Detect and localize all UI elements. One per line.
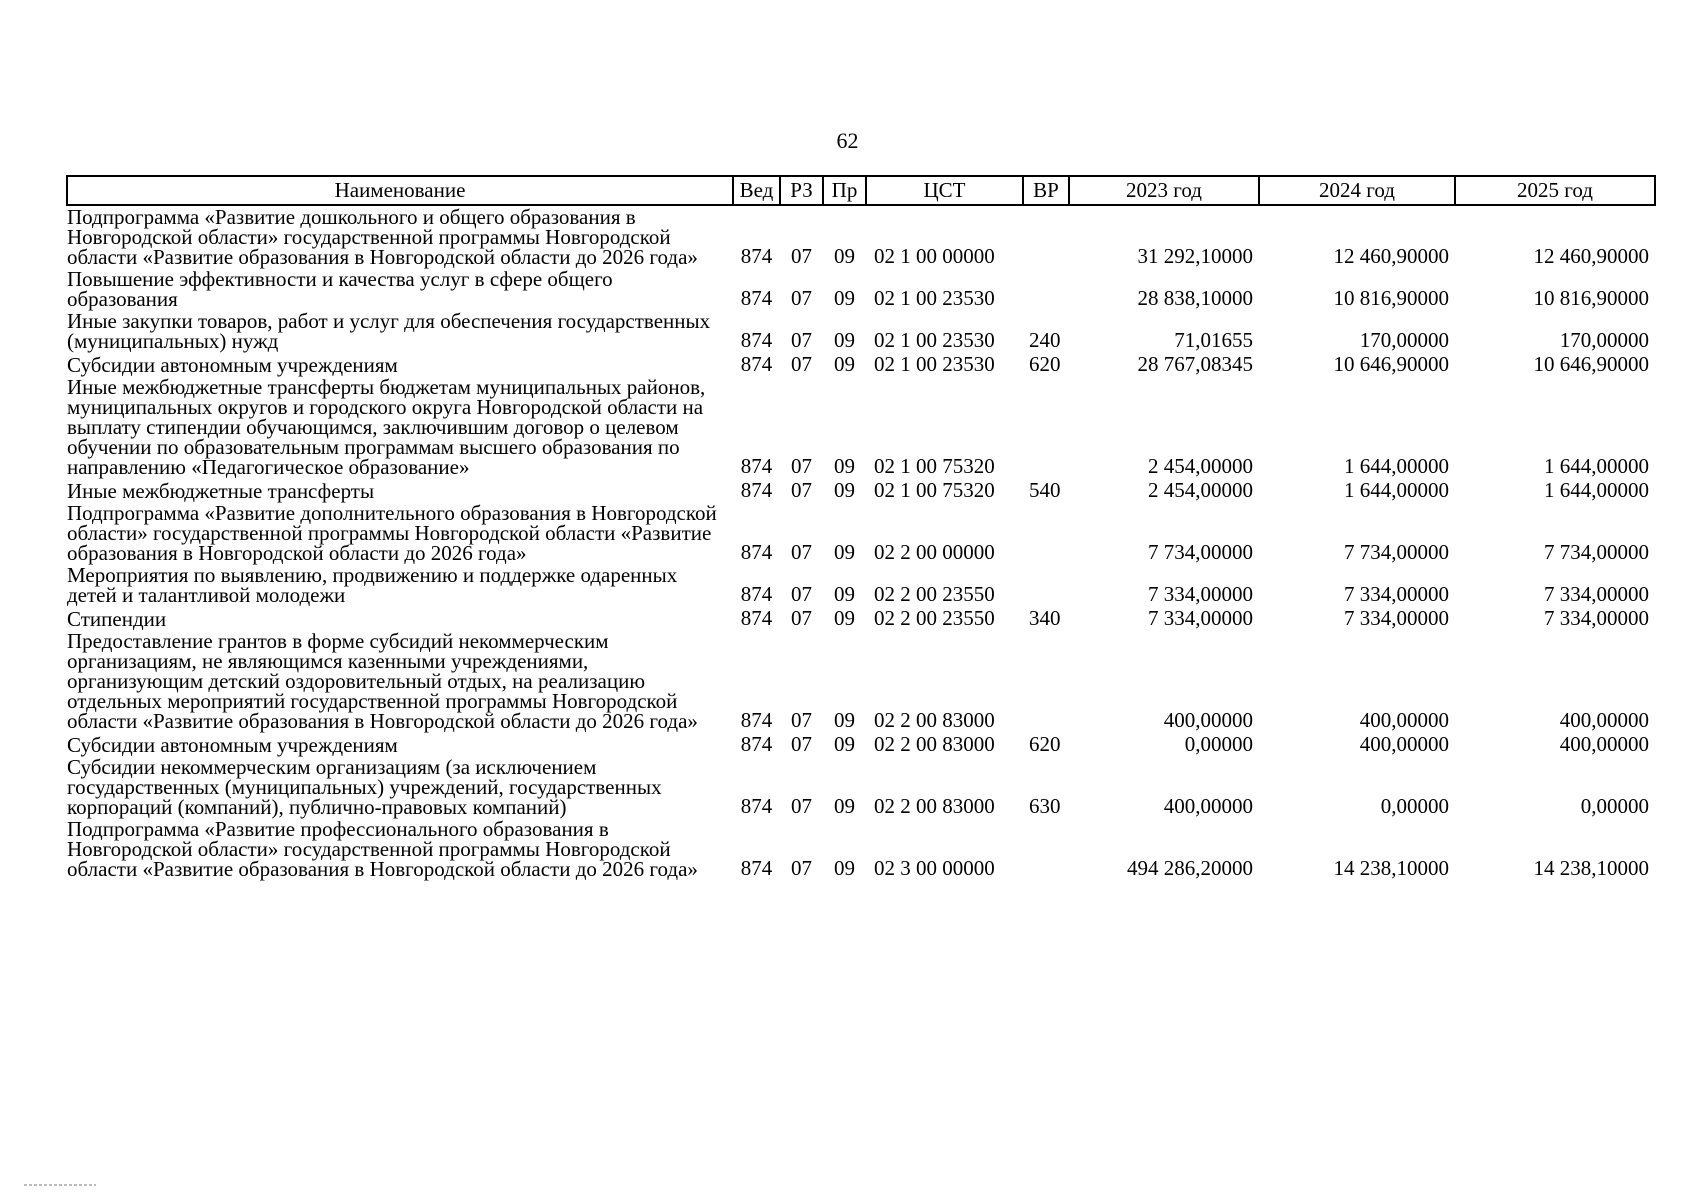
- cell-ved: 874: [740, 708, 773, 732]
- cell-pr: 09: [834, 708, 855, 732]
- cell-pr: 09: [834, 244, 855, 268]
- cell-y2025: 170,00000: [1559, 328, 1649, 352]
- header-cst: ЦСТ: [866, 176, 1023, 205]
- cell-y2023: 7 334,00000: [1148, 606, 1253, 630]
- cell-pr: 09: [834, 856, 855, 880]
- cell-y2023: 28 838,10000: [1137, 286, 1253, 310]
- cell-rz: 07: [791, 286, 812, 310]
- cell-name: Субсидии некоммерческим организациям (за исключением государственных (муниципальных) учреждений, государственных корпораций (компаний), публично-правовых компаний): [67, 755, 662, 819]
- cell-vr: [1023, 502, 1069, 564]
- cell-pr: 09: [834, 582, 855, 606]
- cell-cst: 02 1 00 23530: [874, 286, 995, 310]
- cell-rz: 07: [791, 582, 812, 606]
- cell-cst: 02 2 00 23550: [874, 582, 995, 606]
- cell-rz: 07: [791, 478, 812, 502]
- cell-y2025: 7 334,00000: [1544, 606, 1649, 630]
- cell-y2024: 7 334,00000: [1344, 606, 1449, 630]
- cell-y2024: 0,00000: [1380, 794, 1449, 818]
- table-row: [67, 564, 1655, 606]
- cell-cst: 02 3 00 00000: [874, 856, 995, 880]
- cell-ved: 874: [740, 582, 773, 606]
- cell-rz: 07: [791, 352, 812, 376]
- cell-name: Повышение эффективности и качества услуг в сфере общего образования: [67, 267, 613, 311]
- cell-vr: [1023, 564, 1069, 606]
- header-2024: 2024 год: [1259, 176, 1455, 205]
- cell-y2025: 12 460,90000: [1533, 244, 1649, 268]
- table-row: [67, 756, 1655, 818]
- cell-rz: 07: [791, 708, 812, 732]
- budget-table: [66, 175, 1656, 880]
- cell-ved: 874: [740, 328, 773, 352]
- cell-y2024: 10 816,90000: [1333, 286, 1449, 310]
- cell-y2025: 10 816,90000: [1533, 286, 1649, 310]
- cell-cst: 02 2 00 83000: [874, 794, 995, 818]
- cell-rz: 07: [791, 856, 812, 880]
- cell-y2023: 400,00000: [1163, 708, 1253, 732]
- cell-ved: 874: [740, 540, 773, 564]
- cell-vr: [1023, 376, 1069, 478]
- table-row: [67, 478, 1655, 502]
- cell-y2025: 7 334,00000: [1544, 582, 1649, 606]
- table-header-row: [67, 176, 1655, 205]
- cell-y2025: 400,00000: [1559, 708, 1649, 732]
- cell-y2023: 31 292,10000: [1137, 244, 1253, 268]
- table-row: [67, 310, 1655, 352]
- cell-pr: 09: [834, 454, 855, 478]
- cell-name: Субсидии автономным учреждениям: [67, 733, 398, 757]
- cell-ved: 874: [740, 606, 773, 630]
- cell-rz: 07: [791, 328, 812, 352]
- cell-cst: 02 2 00 23550: [874, 606, 995, 630]
- table-body: [67, 205, 1655, 880]
- cell-y2023: 71,01655: [1174, 328, 1253, 352]
- cell-cst: 02 1 00 75320: [874, 454, 995, 478]
- cell-y2024: 400,00000: [1359, 708, 1449, 732]
- cell-cst: 02 1 00 23530: [874, 328, 995, 352]
- cell-y2024: 12 460,90000: [1333, 244, 1449, 268]
- cell-pr: 09: [834, 794, 855, 818]
- cell-ved: 874: [740, 856, 773, 880]
- cell-vr: 620: [1029, 352, 1061, 376]
- table-row: [67, 502, 1655, 564]
- header-rz: РЗ: [780, 176, 823, 205]
- cell-y2023: 0,00000: [1184, 732, 1253, 756]
- header-2025: 2025 год: [1455, 176, 1655, 205]
- cell-y2023: 28 767,08345: [1137, 352, 1253, 376]
- cell-y2023: 7 334,00000: [1148, 582, 1253, 606]
- page-number: 62: [836, 128, 859, 153]
- cell-y2024: 1 644,00000: [1344, 478, 1449, 502]
- cell-vr: [1023, 205, 1069, 268]
- table-row: [67, 818, 1655, 880]
- cell-y2025: 1 644,00000: [1544, 478, 1649, 502]
- cell-cst: 02 1 00 00000: [874, 244, 995, 268]
- cell-y2024: 7 334,00000: [1344, 582, 1449, 606]
- table-row: [67, 606, 1655, 630]
- cell-cst: 02 1 00 23530: [874, 352, 995, 376]
- cell-pr: 09: [834, 286, 855, 310]
- cell-y2024: 170,00000: [1359, 328, 1449, 352]
- cell-vr: 340: [1029, 606, 1061, 630]
- cell-y2024: 1 644,00000: [1344, 454, 1449, 478]
- header-name: Наименование: [67, 176, 733, 205]
- cell-vr: [1023, 818, 1069, 880]
- header-ved: Вед: [733, 176, 780, 205]
- cell-ved: 874: [740, 454, 773, 478]
- header-pr: Пр: [823, 176, 866, 205]
- cell-ved: 874: [740, 794, 773, 818]
- cell-ved: 874: [740, 352, 773, 376]
- cell-name: Иные межбюджетные трансферты бюджетам муниципальных районов, муниципальных округов и городского округа Новгородской области на выплату стипендии обучающимся, заключившим договор о целевом обучении по образовательным программам высшего образования по направлению «Педагогическое образование»: [67, 375, 706, 479]
- cell-y2024: 7 734,00000: [1344, 540, 1449, 564]
- table-row: [67, 630, 1655, 732]
- header-vr: ВР: [1023, 176, 1069, 205]
- cell-y2024: 10 646,90000: [1333, 352, 1449, 376]
- cell-name: Иные межбюджетные трансферты: [67, 479, 375, 503]
- cell-cst: 02 2 00 83000: [874, 708, 995, 732]
- cell-y2025: 7 734,00000: [1544, 540, 1649, 564]
- cell-ved: 874: [740, 244, 773, 268]
- header-2023: 2023 год: [1069, 176, 1259, 205]
- table-row: [67, 732, 1655, 756]
- cell-cst: 02 2 00 83000: [874, 732, 995, 756]
- cell-cst: 02 2 00 00000: [874, 540, 995, 564]
- table-row: [67, 205, 1655, 268]
- cell-vr: 540: [1029, 478, 1061, 502]
- cell-y2023: 494 286,20000: [1127, 856, 1253, 880]
- cell-pr: 09: [834, 540, 855, 564]
- cell-name: Стипендии: [67, 607, 167, 631]
- cell-name: Предоставление грантов в форме субсидий некоммерческим организациям, не являющимся казенными учреждениями, организующим детский оздоровительный отдых, на реализацию отдельных мероприятий государственной программы Новгородской области «Развитие образования в Новгородской области до 2026 года»: [67, 629, 698, 733]
- cell-y2023: 2 454,00000: [1148, 454, 1253, 478]
- scan-artifact: [24, 1184, 96, 1186]
- cell-ved: 874: [740, 478, 773, 502]
- cell-rz: 07: [791, 794, 812, 818]
- table-row: [67, 376, 1655, 478]
- cell-rz: 07: [791, 244, 812, 268]
- cell-cst: 02 1 00 75320: [874, 478, 995, 502]
- cell-name: Мероприятия по выявлению, продвижению и поддержке одаренных детей и талантливой молодежи: [67, 563, 678, 607]
- cell-pr: 09: [834, 606, 855, 630]
- cell-y2025: 0,00000: [1580, 794, 1649, 818]
- cell-rz: 07: [791, 606, 812, 630]
- cell-y2023: 7 734,00000: [1148, 540, 1253, 564]
- cell-vr: [1023, 630, 1069, 732]
- cell-name: Подпрограмма «Развитие дошкольного и общего образования в Новгородской области» государственной программы Новгородской области «Развитие образования в Новгородской области до 2026 года»: [67, 205, 698, 269]
- cell-pr: 09: [834, 352, 855, 376]
- cell-name: Подпрограмма «Развитие профессионального образования в Новгородской области» государственной программы Новгородской области «Развитие образования в Новгородской области до 2026 года»: [67, 817, 698, 881]
- cell-vr: 630: [1029, 794, 1061, 818]
- cell-vr: [1023, 268, 1069, 310]
- cell-pr: 09: [834, 478, 855, 502]
- cell-rz: 07: [791, 732, 812, 756]
- cell-pr: 09: [834, 732, 855, 756]
- cell-name: Подпрограмма «Развитие дополнительного образования в Новгородской области» государственной программы Новгородской области «Развитие образования в Новгородской области до 2026 года»: [67, 501, 717, 565]
- cell-y2024: 400,00000: [1359, 732, 1449, 756]
- cell-ved: 874: [740, 732, 773, 756]
- table-row: [67, 268, 1655, 310]
- cell-y2024: 14 238,10000: [1333, 856, 1449, 880]
- cell-rz: 07: [791, 540, 812, 564]
- cell-y2025: 400,00000: [1559, 732, 1649, 756]
- cell-y2023: 2 454,00000: [1148, 478, 1253, 502]
- cell-y2023: 400,00000: [1163, 794, 1253, 818]
- cell-y2025: 10 646,90000: [1533, 352, 1649, 376]
- cell-vr: 620: [1029, 732, 1061, 756]
- cell-name: Субсидии автономным учреждениям: [67, 353, 398, 377]
- cell-ved: 874: [740, 286, 773, 310]
- cell-name: Иные закупки товаров, работ и услуг для обеспечения государственных (муниципальных) нужд: [67, 309, 711, 353]
- cell-y2025: 1 644,00000: [1544, 454, 1649, 478]
- cell-vr: 240: [1029, 328, 1061, 352]
- table-row: [67, 352, 1655, 376]
- cell-y2025: 14 238,10000: [1533, 856, 1649, 880]
- cell-rz: 07: [791, 454, 812, 478]
- cell-pr: 09: [834, 328, 855, 352]
